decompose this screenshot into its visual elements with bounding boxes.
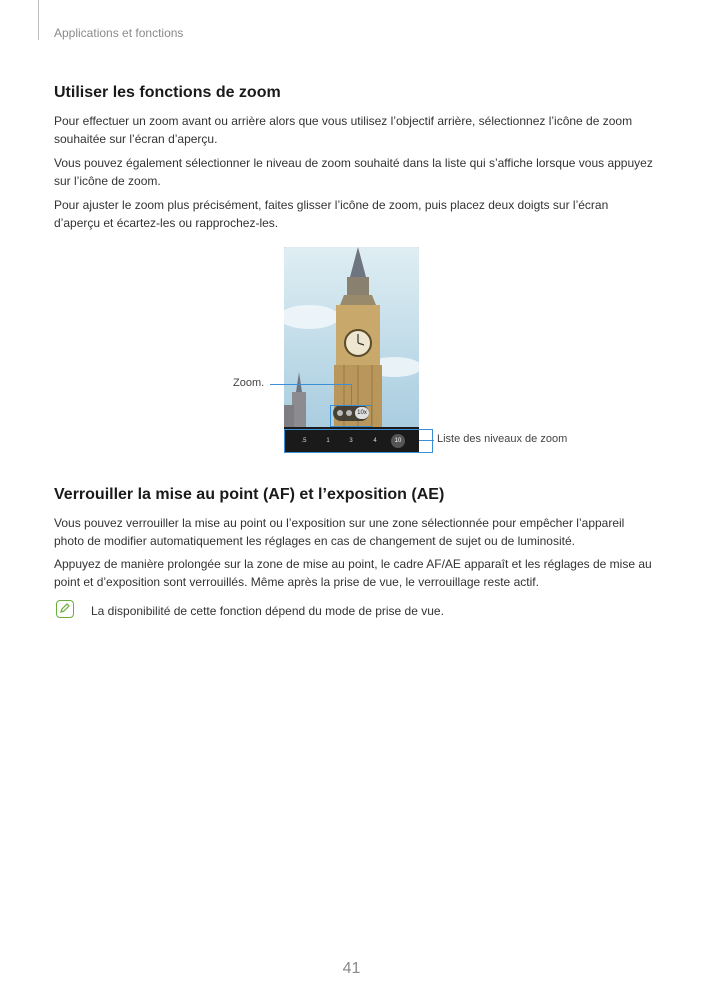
zoom-paragraph-3: Pour ajuster le zoom plus précisément, faites glisser l’icône de zoom, puis placez deux doigts sur l’écran d’aperçu et écartez-les ou rapprochez-les. bbox=[54, 198, 609, 230]
header-rule bbox=[38, 0, 39, 40]
zoom-level-item[interactable]: 1 bbox=[326, 438, 330, 444]
zoom-callout-line bbox=[270, 384, 352, 385]
section-title-zoom: Utiliser les fonctions de zoom bbox=[54, 84, 281, 101]
note-icon bbox=[56, 600, 74, 618]
zoom-badge[interactable]: 10x bbox=[355, 407, 369, 419]
page-number: 41 bbox=[342, 960, 361, 977]
af-ae-paragraph-1: Vous pouvez verrouiller la mise au point ou l’exposition sur une zone sélectionnée pour empêcher l’appareil photo de modifier automatiquement les réglages en cas de changement de sujet ou de luminosité. bbox=[54, 516, 625, 548]
section-header: Applications et fonctions bbox=[54, 26, 184, 40]
zoom-callout-line-vertical bbox=[351, 384, 352, 406]
zoom-level-item[interactable]: 10 bbox=[391, 434, 405, 448]
zoom-callout-label: Zoom. bbox=[233, 377, 265, 389]
af-ae-paragraph-2: Appuyez de manière prolongée sur la zone de mise au point, le cadre AF/AE apparaît et les réglages de mise au point et d’exposition sont verrouillés. Même après la prise de vue, le verrouillage reste actif. bbox=[54, 557, 652, 589]
levels-callout-line bbox=[419, 440, 434, 441]
zoom-paragraph-1: Pour effectuer un zoom avant ou arrière alors que vous utilisez l’objectif arrière, sélectionnez l’icône de zoom souhaitée sur l’écran d’aperçu. bbox=[54, 114, 633, 146]
zoom-paragraph-2: Vous pouvez également sélectionner le niveau de zoom souhaité dans la liste qui s’affiche lorsque vous appuyez sur l’icône de zoom. bbox=[54, 156, 653, 188]
note-text: La disponibilité de cette fonction dépend du mode de prise de vue. bbox=[91, 604, 444, 618]
zoom-levels-callout-box bbox=[284, 429, 433, 453]
zoom-level-item[interactable]: 3 bbox=[349, 438, 353, 444]
zoom-level-item[interactable]: 4 bbox=[373, 438, 377, 444]
zoom-callout-box bbox=[330, 405, 372, 427]
levels-callout-label: Liste des niveaux de zoom bbox=[437, 433, 568, 445]
zoom-level-item[interactable]: .5 bbox=[301, 438, 307, 444]
section-title-af-ae: Verrouiller la mise au point (AF) et l’exposition (AE) bbox=[54, 486, 445, 503]
